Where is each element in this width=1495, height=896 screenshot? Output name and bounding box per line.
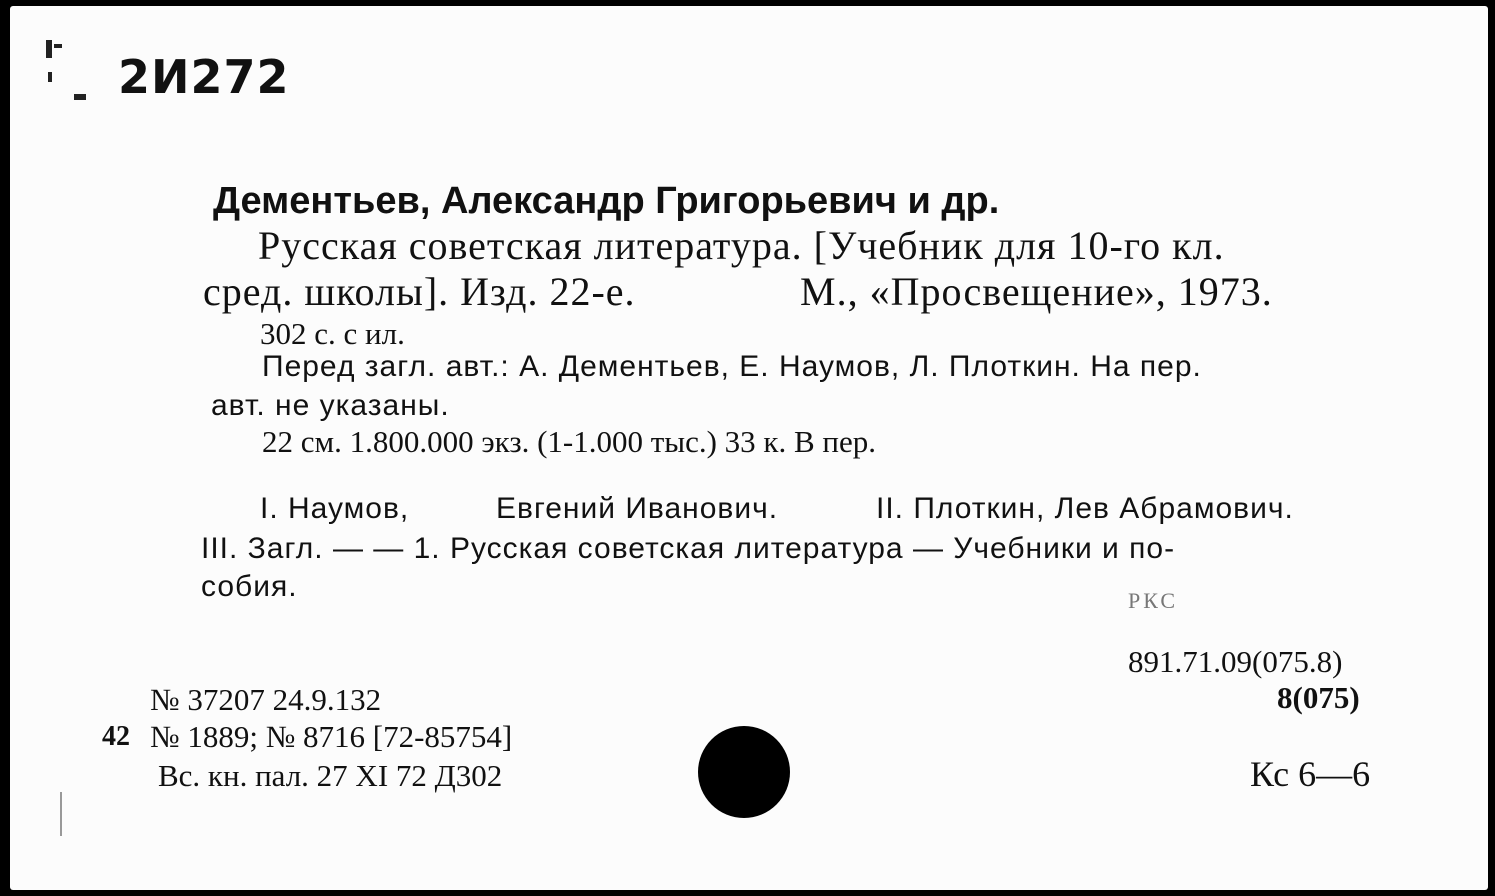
ink-mark — [74, 94, 86, 100]
order-line-3: Вс. кн. пал. 27 XI 72 Д302 — [158, 758, 503, 793]
ink-mark — [54, 44, 62, 48]
classification-udc: 891.71.09(075.8) — [1128, 644, 1343, 679]
tracing-3: собия. — [201, 570, 298, 603]
physical-description: 22 см. 1.800.000 экз. (1-1.000 тыс.) 33 к. В пер. — [262, 424, 877, 459]
punch-hole — [698, 726, 790, 818]
order-prefix: 42 — [102, 721, 130, 752]
note-line-1: Перед загл. авт.: А. Дементьев, Е. Наумов, Л. Плоткин. На пер. — [262, 350, 1202, 383]
pencil-mark — [60, 792, 62, 836]
faded-stamp: РКС — [1128, 588, 1179, 613]
author-heading: Дементьев, Александр Григорьевич и др. — [213, 180, 1000, 222]
tracing-2: III. Загл. — — 1. Русская советская литература — Учебники и по- — [201, 532, 1176, 565]
catalog-card — [10, 6, 1488, 890]
publisher-line: М., «Просвещение», 1973. — [800, 269, 1273, 314]
title-line-1: Русская советская литература. [Учебник для 10-го кл. — [258, 223, 1225, 268]
price-code: Кс 6—6 — [1250, 754, 1371, 794]
tracing-1b: Евгений Иванович. — [496, 492, 779, 525]
title-line-2: сред. школы]. Изд. 22-е. — [203, 269, 636, 314]
order-line-1: № 37207 24.9.132 — [150, 682, 382, 717]
ink-mark — [46, 40, 52, 58]
accession-number: 2И272 — [118, 50, 290, 104]
tracing-1a: I. Наумов, — [260, 492, 410, 525]
tracing-1c: II. Плоткин, Лев Абрамович. — [876, 492, 1294, 525]
note-line-2: авт. не указаны. — [211, 389, 450, 422]
order-line-2: № 1889; № 8716 [72-85754] — [150, 719, 513, 754]
ink-mark — [48, 72, 52, 82]
pages-line: 302 с. с ил. — [260, 316, 405, 351]
classification-bbk: 8(075) — [1277, 680, 1360, 715]
